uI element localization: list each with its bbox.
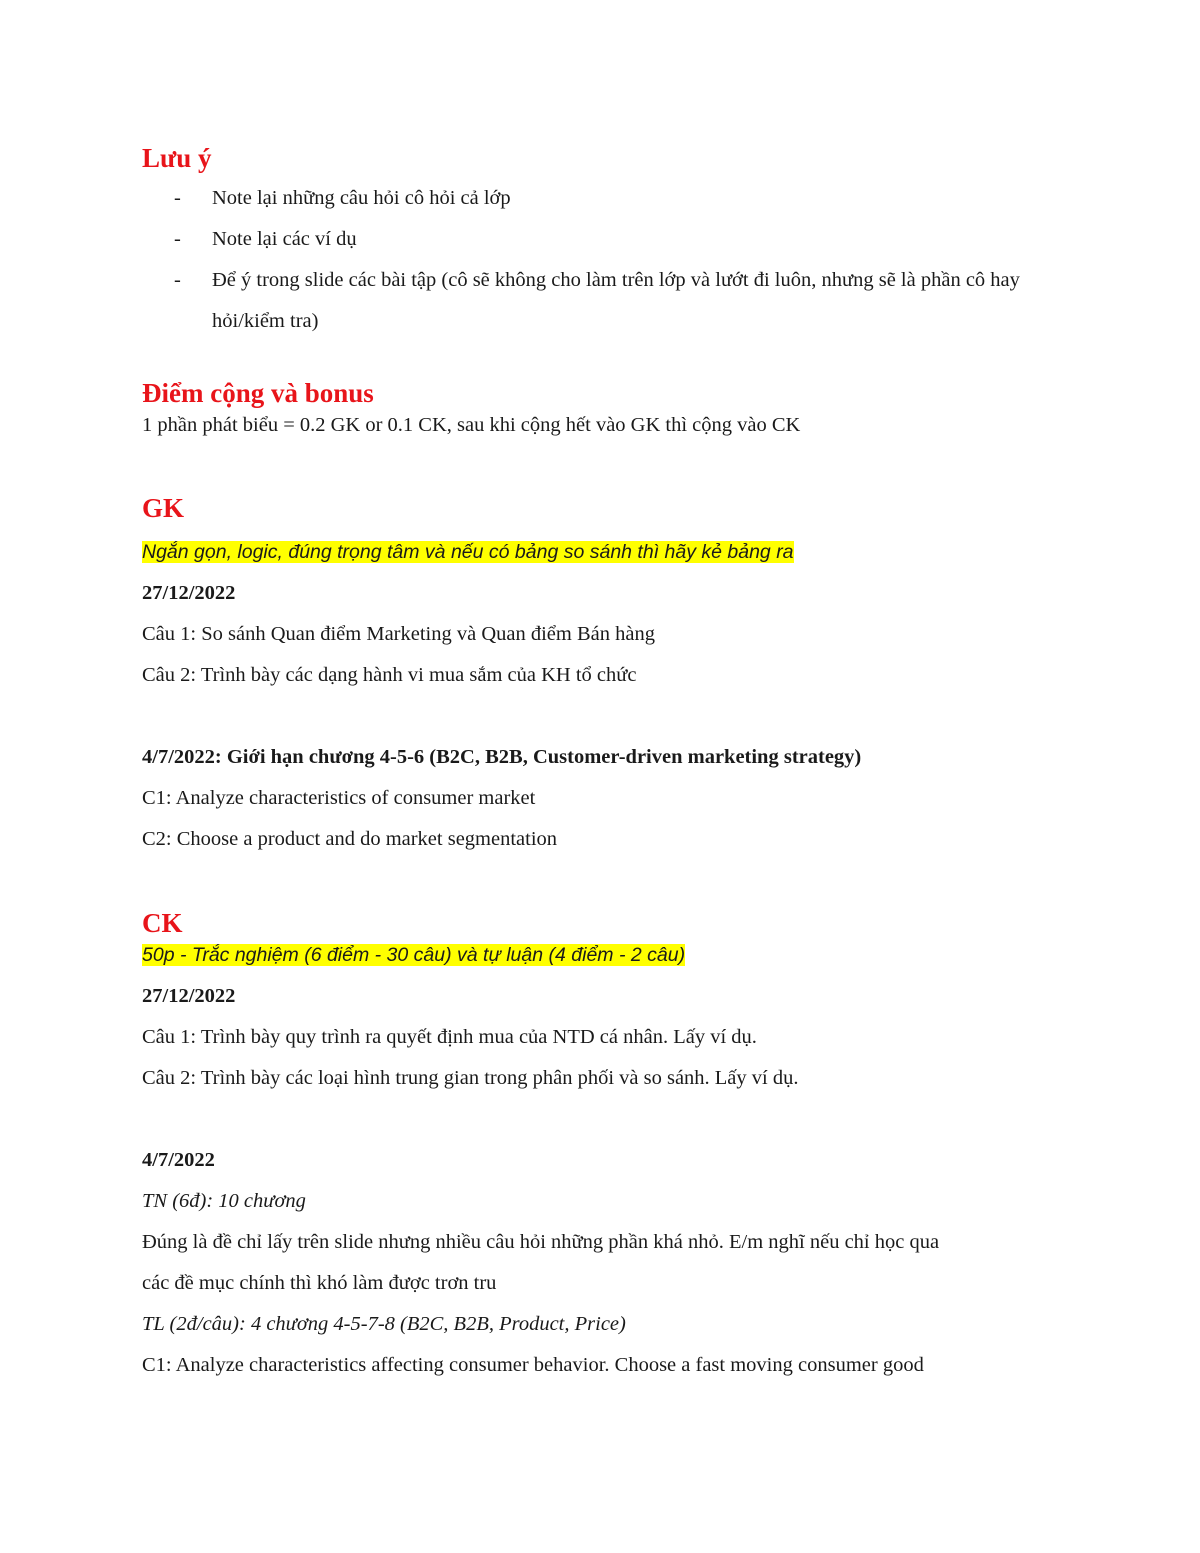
list-item-text: Để ý trong slide các bài tập (cô sẽ không cho làm trên lớp và lướt đi luôn, nhưng sẽ là phần cô hay hỏi/kiểm tra) bbox=[212, 269, 1020, 332]
gk-date-1: 27/12/2022 bbox=[142, 582, 236, 604]
ck-question-1: Câu 1: Trình bày quy trình ra quyết định mua của NTD cá nhân. Lấy ví dụ. bbox=[142, 1026, 757, 1048]
list-item bbox=[142, 178, 1072, 219]
gk-question-1: Câu 1: So sánh Quan điểm Marketing và Quan điểm Bán hàng bbox=[142, 623, 655, 645]
luu-y-list bbox=[142, 178, 1072, 342]
bullet-dash: - bbox=[174, 269, 181, 291]
ck-tl: TL (2đ/câu): 4 chương 4-5-7-8 (B2C, B2B, Product, Price) bbox=[142, 1313, 626, 1335]
heading-bonus: Điểm cộng và bonus bbox=[142, 378, 374, 408]
list-item bbox=[142, 260, 1072, 342]
gk-date-2: 4/7/2022: Giới hạn chương 4-5-6 (B2C, B2B, Customer-driven marketing strategy) bbox=[142, 746, 862, 768]
document-page bbox=[142, 138, 1072, 1386]
ck-comment-line-2: các đề mục chính thì khó làm được trơn tru bbox=[142, 1272, 497, 1294]
ck-c1: C1: Analyze characteristics affecting consumer behavior. Choose a fast moving consumer good bbox=[142, 1354, 924, 1376]
list-item bbox=[142, 219, 1072, 260]
bullet-dash: - bbox=[174, 228, 181, 250]
gk-note-highlight: Ngắn gọn, logic, đúng trọng tâm và nếu có bảng so sánh thì hãy kẻ bảng ra bbox=[142, 541, 794, 563]
heading-ck: CK bbox=[142, 908, 183, 938]
gk-c2: C2: Choose a product and do market segmentation bbox=[142, 828, 558, 850]
ck-question-2: Câu 2: Trình bày các loại hình trung gian trong phân phối và so sánh. Lấy ví dụ. bbox=[142, 1067, 799, 1089]
heading-luu-y: Lưu ý bbox=[142, 143, 212, 173]
ck-note-highlight: 50p - Trắc nghiệm (6 điểm - 30 câu) và tự luận (4 điểm - 2 câu) bbox=[142, 944, 686, 966]
bullet-dash: - bbox=[174, 187, 181, 209]
gk-question-2: Câu 2: Trình bày các dạng hành vi mua sắm của KH tổ chức bbox=[142, 664, 637, 686]
ck-comment-line-1: Đúng là đề chỉ lấy trên slide nhưng nhiều câu hỏi những phần khá nhỏ. E/m nghĩ nếu chỉ học qua bbox=[142, 1231, 940, 1253]
heading-gk: GK bbox=[142, 493, 185, 523]
list-item-text: Note lại các ví dụ bbox=[212, 228, 357, 250]
list-item-text: Note lại những câu hỏi cô hỏi cả lớp bbox=[212, 187, 511, 209]
ck-date-2: 4/7/2022 bbox=[142, 1149, 215, 1171]
gk-c1: C1: Analyze characteristics of consumer market bbox=[142, 787, 536, 809]
ck-note bbox=[142, 942, 1072, 968]
ck-tn: TN (6đ): 10 chương bbox=[142, 1190, 306, 1212]
ck-date-1: 27/12/2022 bbox=[142, 985, 236, 1007]
bonus-text: 1 phần phát biểu = 0.2 GK or 0.1 CK, sau khi cộng hết vào GK thì cộng vào CK bbox=[142, 414, 801, 436]
gk-note bbox=[142, 532, 1072, 573]
